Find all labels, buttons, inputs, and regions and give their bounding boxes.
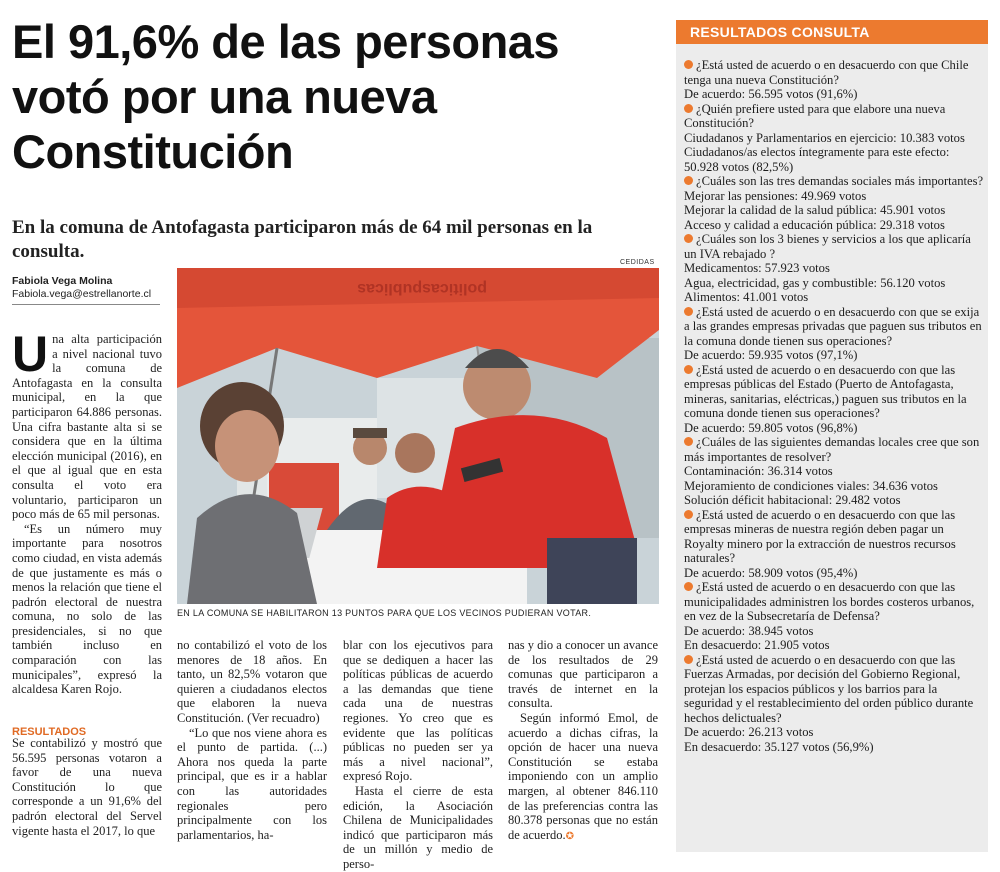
sidebar-line-text: Acceso y calidad a educación pública: 29.318 votos [684,217,945,232]
body-column-3 [343,638,493,872]
bullet-icon [684,234,693,243]
sidebar-result [684,131,984,146]
sidebar-line-text: Medicamentos: 57.923 votos [684,261,830,275]
body-column-4 [508,638,658,844]
paragraph: Hasta el cierre de esta edición, la Asociación Chilena de Municipalidades indicó que participaron más de un millón y medio de perso- [343,783,493,871]
paragraph-intro: na alta participación a nivel nacional tuvo la comuna de Antofagasta en la consulta municipal, en la que participaron 64.886 personas. Una cifra bastante alta si se considera que en la última elección municipal (2016), en el que al igual que en esta consulta el voto era voluntario, participaron un poco más de 65 mil personas. [12,332,162,522]
sidebar-line-text: ¿Está usted de acuerdo o en desacuerdo con que las municipalidades administren los bordes costeros urbanos, en vez de la Subsecretaría de Defensa? [684,580,975,623]
paragraph: no contabilizó el voto de los menores de 18 años. En tanto, un 82,5% votaron que quieren a ciudadanos electos que elaboren la nueva Constitución. (Ver recuadro) [177,638,327,725]
paragraph-quote: “Es un número muy importante para nosotros como ciudad, en vista además de que justamente es más o menos la relación que tiene el padrón electoral de nuestra comuna, no solo de las presidenciales, si no que también incluso en comparación con las municipales”, expresó la alcaldesa Karen Rojo. [12,521,162,697]
sidebar-line-text: Mejorar las pensiones: 49.969 votos [684,188,867,203]
sidebar-line-text: Alimentos: 41.001 votos [684,290,809,304]
sidebar-line-text: Agua, electricidad, gas y combustible: 56.120 votos [684,275,946,290]
sidebar-question [684,102,984,131]
sidebar-line-text: Ciudadanos y Parlamentarios en ejercicio: 10.383 votos [684,130,965,145]
sidebar-result [684,740,984,755]
sidebar-result [684,493,984,508]
sidebar-line-text: De acuerdo: 58.909 votos (95,4%) [684,565,858,580]
paragraph: “Lo que nos viene ahora es el punto de partida. (...) Ahora nos queda la parte principal, que es ir a hablar con las autoridades regionales pero principalmente con los parlamentarios, ha- [177,725,327,842]
sidebar-line-text: ¿Está usted de acuerdo o en desacuerdo con que las empresas públicas del Estado (Puerto de Antofagasta, mineras, sanitarias, eléctricas,) paguen sus tributos en la comuna donde tienen sus operaciones? [684,362,967,420]
end-mark-icon: ✪ [565,830,574,842]
photo-illustration [177,268,659,604]
sidebar-header [676,20,988,44]
sidebar-line-text: Ciudadanos/as electos íntegramente para este efecto: 50.928 votos (82,5%) [684,145,950,174]
sidebar-line-text: ¿Está usted de acuerdo o en desacuerdo con que se exija a las grandes empresas privadas que paguen sus tributos en la comuna donde tienen sus operaciones? [684,304,982,348]
sidebar-line-text: Mejoramiento de condiciones viales: 34.636 votos [684,478,938,493]
sidebar-result [684,189,984,204]
bullet-icon [684,104,693,113]
bullet-icon [684,437,693,446]
author-email[interactable]: Fabiola.vega@estrellanorte.cl [12,288,152,300]
drop-cap: U [12,326,49,382]
photo-credit: CEDIDAS [620,259,655,266]
bullet-icon [684,510,693,519]
sidebar-line-text: De acuerdo: 59.805 votos (96,8%) [684,420,858,435]
headline: El 91,6% de las personas votó por una nueva Constitución [12,15,560,178]
byline [12,275,172,301]
bullet-icon [684,655,693,664]
photo-caption: EN LA COMUNA SE HABILITARON 13 PUNTOS PARA QUE LOS VECINOS PUDIERAN VOTAR. [177,608,592,618]
sidebar-result [684,348,984,363]
sidebar-line-text: ¿Está usted de acuerdo o en desacuerdo con que las Fuerzas Armadas, por decisión del Gobierno Regional, protejan los espacios públicos y los barrios para la seguridad y el restablecimiento del orden público durante hechos delictuales? [684,652,974,725]
sidebar-result [684,725,984,740]
sidebar-result [684,421,984,436]
sidebar-line-text: Contaminación: 36.314 votos [684,464,833,478]
sidebar-line-text: ¿Cuáles son las tres demandas sociales más importantes? [696,174,984,188]
sidebar-result [684,145,984,174]
sidebar-result [684,203,984,218]
body-column-1-results [12,736,162,838]
bullet-icon [684,582,693,591]
sidebar-question [684,435,984,464]
sidebar-question [684,363,984,421]
tent-print: politicaspublicas [357,280,487,297]
paragraph [508,711,658,844]
bullet-icon [684,60,693,69]
sidebar-result [684,276,984,291]
bullet-icon [684,365,693,374]
article-photo [177,268,659,604]
sidebar-question [684,232,984,261]
sidebar-line-text: ¿Cuáles son los 3 bienes y servicios a los que aplicaría un IVA rebajado ? [684,232,971,261]
sidebar-line-text: De acuerdo: 59.935 votos (97,1%) [684,348,858,362]
paragraph-results: Se contabilizó y mostró que 56.595 personas votaron a favor de una nueva Constitución lo que corresponde a un 91,6% del padrón electoral del Servel vigente hasta el 2017, lo que [12,736,162,838]
paragraph: nas y dio a conocer un avance de los resultados de 29 comunas que participaron a través de internet en la consulta. [508,638,658,711]
bullet-icon [684,176,693,185]
sidebar-result [684,87,984,102]
sidebar-question [684,508,984,566]
sidebar-result [684,638,984,653]
paragraph-text: Según informó Emol, de acuerdo a dichas cifras, la opción de hacer una nueva Constitución se estaba imponiendo con un amplio margen, al obtener 846.110 de las preferencias contra las 80.378 personas que no están de acuerdo. [508,710,658,842]
sidebar-result [684,566,984,581]
sidebar-line-text: ¿Cuáles de las siguientes demandas locales cree que son más importantes de resolver? [684,435,980,464]
sidebar-result [684,290,984,305]
body-column-1 [12,326,162,697]
sidebar-result [684,261,984,276]
sidebar-result [684,218,984,233]
sidebar-result [684,464,984,479]
results-subheading: RESULTADOS [12,726,87,738]
body-column-2 [177,638,327,842]
sidebar-title: RESULTADOS CONSULTA [690,24,870,40]
sidebar-results-list [684,58,984,754]
sidebar-line-text: Solución déficit habitacional: 29.482 votos [684,493,901,507]
author-name: Fabiola Vega Molina [12,275,113,287]
sidebar-line-text: De acuerdo: 38.945 votos [684,623,814,638]
sidebar-line-text: ¿Está usted de acuerdo o en desacuerdo con que las empresas mineras de nuestra región deben pagar un Royalty minero por la extracción de nuestros recursos naturales? [684,507,956,565]
sidebar-line-text: En desacuerdo: 21.905 votos [684,638,830,652]
sidebar-line-text: De acuerdo: 56.595 votos (91,6%) [684,87,858,101]
sidebar-line-text: Mejorar la calidad de la salud pública: 45.901 votos [684,203,946,217]
sidebar-question [684,653,984,726]
sidebar-question [684,580,984,624]
bullet-icon [684,307,693,316]
byline-divider [12,304,160,305]
sidebar-result [684,624,984,639]
sidebar-line-text: ¿Quién prefiere usted para que elabore una nueva Constitución? [684,101,946,130]
sidebar-question [684,58,984,87]
sidebar-question [684,305,984,349]
paragraph: blar con los ejecutivos para que se dediquen a hacer las políticas públicas de acuerdo a las demandas que tiene cada una de nuestras regiones. Yo creo que es evidente que las políticas públicas no pueden ser ya más a nivel nacional”, expresó Rojo. [343,638,493,784]
sidebar-line-text: En desacuerdo: 35.127 votos (56,9%) [684,739,874,754]
sidebar-result [684,479,984,494]
sidebar-question [684,174,984,189]
sidebar-line-text: ¿Está usted de acuerdo o en desacuerdo con que Chile tenga una nueva Constitución? [684,58,969,87]
deck-subtitle: En la comuna de Antofagasta participaron más de 64 mil personas en la consulta. [12,217,593,262]
sidebar-line-text: De acuerdo: 26.213 votos [684,725,814,739]
